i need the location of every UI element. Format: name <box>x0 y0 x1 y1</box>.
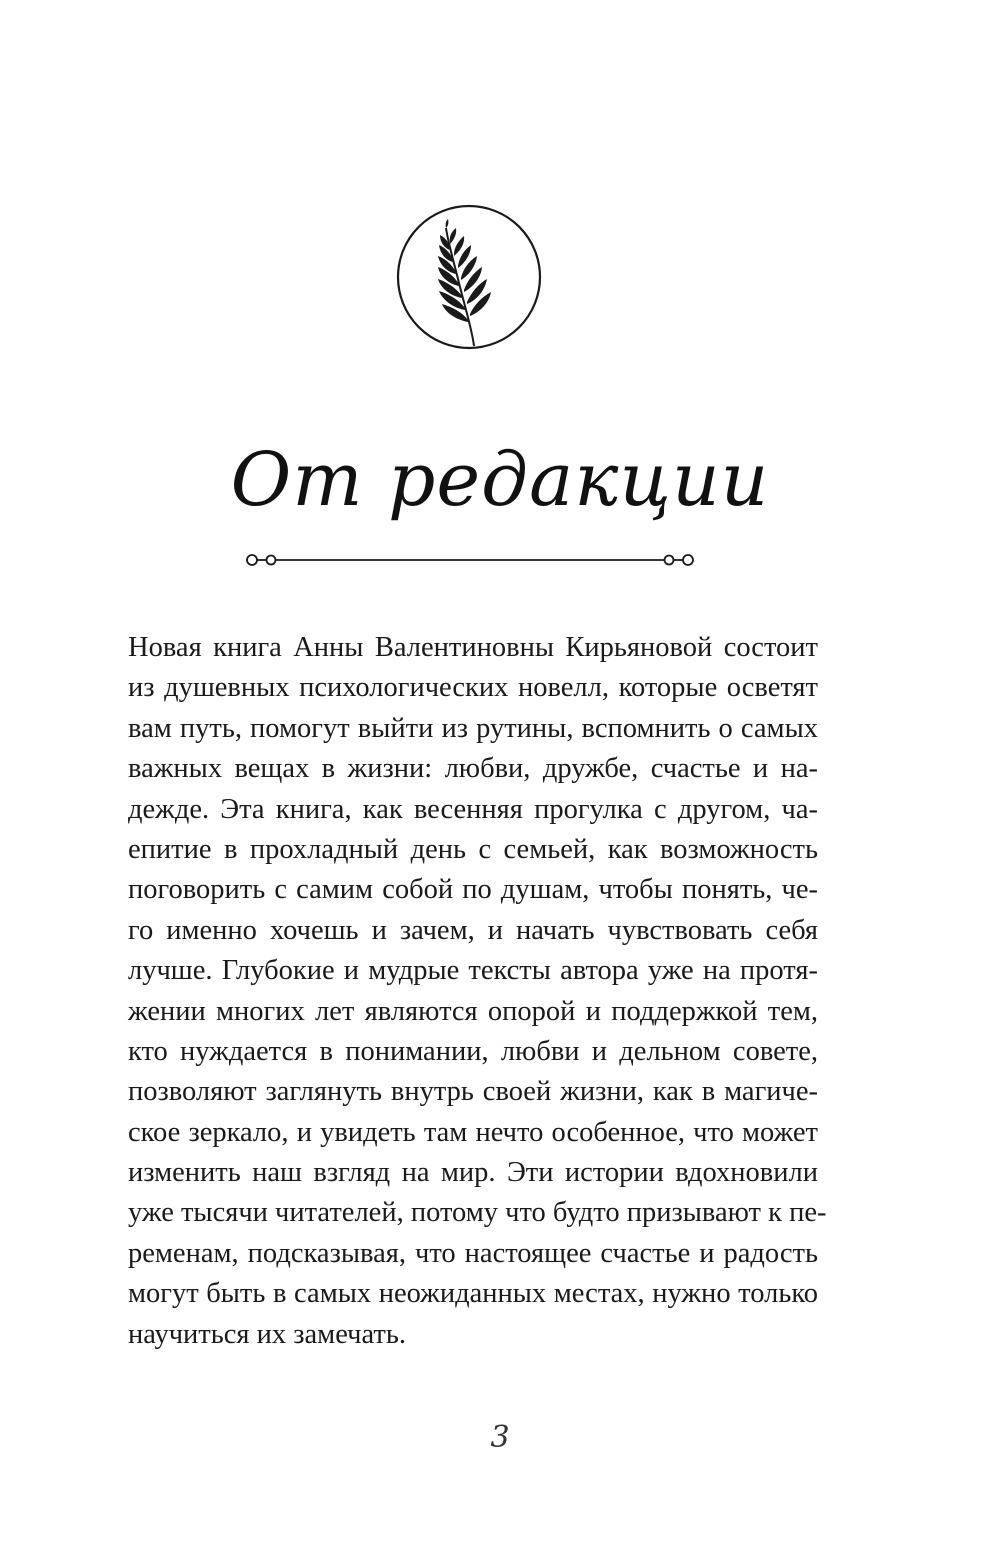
paragraph-line: Новая книга Анны Валентиновны Кирьяновой состоит <box>128 632 818 663</box>
paragraph-line: жении многих лет являются опорой и поддержкой тем, <box>128 995 818 1027</box>
paragraph-line: ременам, подсказывая, что настоящее счастье и радость <box>128 1237 818 1269</box>
paragraph-line: епитие в прохладный день с семьей, как возможность <box>128 833 818 865</box>
ornamental-divider <box>244 550 696 570</box>
editorial-paragraph <box>128 628 827 1355</box>
page-title: От редакции <box>230 437 770 523</box>
paragraph-line: могут быть в самых неожиданных местах, нужно только <box>128 1278 818 1310</box>
paragraph-line: лучше. Глубокие и мудрые тексты автора уже на протя- <box>128 955 818 987</box>
paragraph-line: кто нуждается в понимании, любви и дельном совете, <box>128 1035 818 1067</box>
paragraph-line: уже тысячи читателей, потому что будто призывают к пе- <box>128 1197 827 1229</box>
paragraph-line: изменить наш взгляд на мир. Эти истории вдохновили <box>128 1157 818 1189</box>
paragraph-line: дежде. Эта книга, как весенняя прогулка с другом, ча- <box>128 793 818 825</box>
paragraph-line: позволяют заглянуть внутрь своей жизни, как в магиче- <box>128 1076 818 1108</box>
paragraph-line: научиться их замечать. <box>128 1318 406 1350</box>
paragraph-line: из душевных психологических новелл, которые осветят <box>128 672 818 704</box>
paragraph-line: ское зеркало, и увидеть там нечто особенное, что может <box>128 1116 818 1148</box>
paragraph-line: вам путь, помогут выйти из рутины, вспомнить о самых <box>128 712 818 744</box>
page-number: 3 <box>490 1420 510 1455</box>
emblem <box>396 204 542 350</box>
paragraph-line: важных вещах в жизни: любви, дружбе, счастье и на- <box>128 753 818 785</box>
paragraph-line: поговорить с самим собой по душам, чтобы понять, че- <box>128 874 818 906</box>
paragraph-line: го именно хочешь и зачем, и начать чувствовать себя <box>128 914 818 946</box>
fern-leaf-icon <box>396 204 542 350</box>
